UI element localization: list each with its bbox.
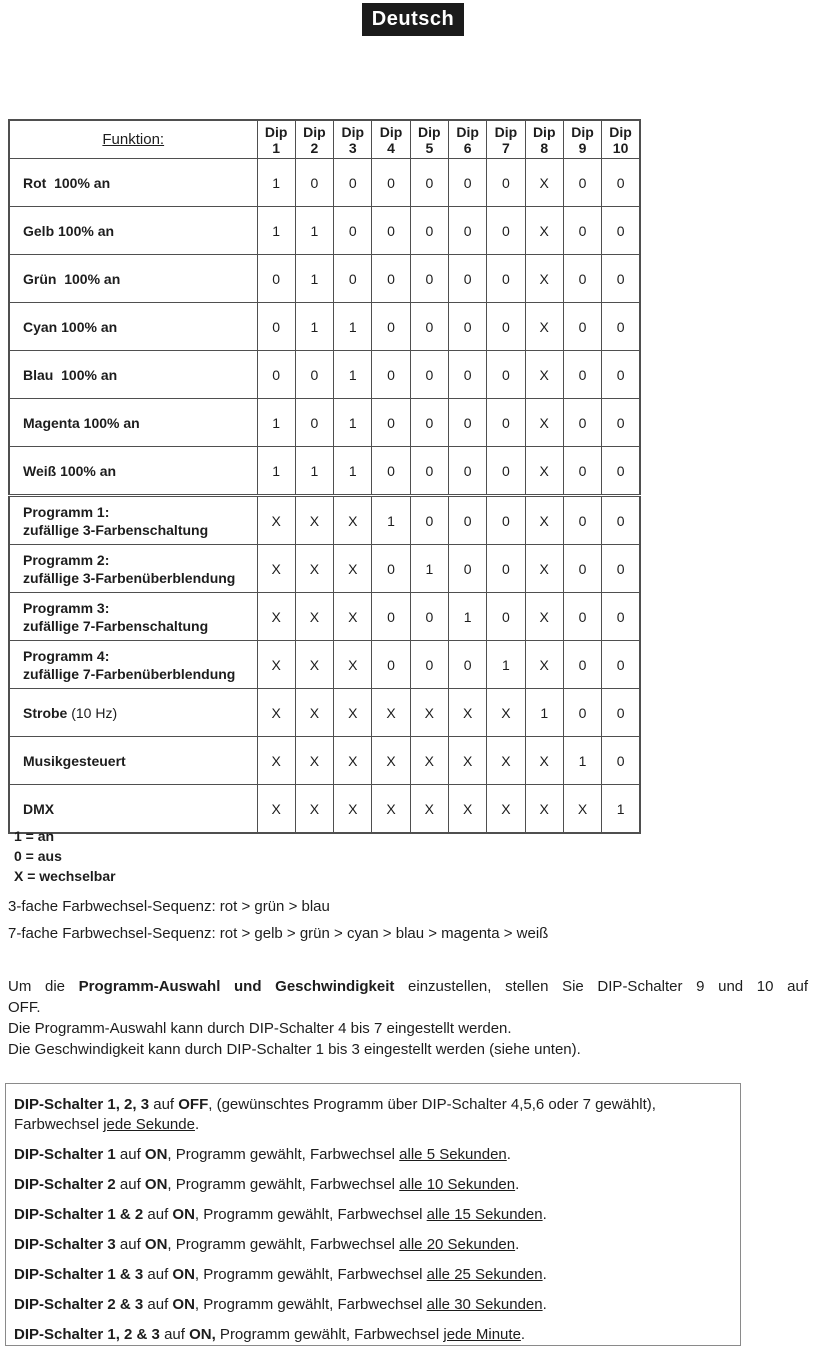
dip-value-cell: X <box>525 255 563 303</box>
dip-value-cell: 0 <box>602 545 640 593</box>
dip-value-cell: 0 <box>295 351 333 399</box>
dip-header-number: 2 <box>310 139 319 156</box>
dip-value-cell: 0 <box>410 303 448 351</box>
table-row <box>9 303 640 351</box>
rule-text: . <box>515 1236 520 1253</box>
dip-value-cell: X <box>525 159 563 207</box>
dip-value-cell: 0 <box>563 255 601 303</box>
rule-text: auf <box>143 1206 173 1223</box>
function-label-text: Programm 3: <box>23 599 110 616</box>
dip-header-number: 5 <box>425 139 434 156</box>
rule-text: auf <box>143 1296 173 1313</box>
dip-value-cell: 1 <box>334 399 372 447</box>
dip-value-cell: 0 <box>372 399 410 447</box>
rule-text: . <box>542 1206 547 1223</box>
dip-value-cell: 0 <box>334 159 372 207</box>
dip-value-cell: 0 <box>372 447 410 496</box>
rule-text: . <box>520 1326 526 1343</box>
dip-value-cell: X <box>334 593 372 641</box>
on-off-bold: ON, <box>189 1326 216 1343</box>
table-row <box>9 351 640 399</box>
dip-value-cell: 0 <box>372 255 410 303</box>
rule-text: auf <box>115 1176 145 1193</box>
dip-value-cell: 0 <box>448 399 486 447</box>
dip-column-header <box>295 120 333 159</box>
speed-settings-box <box>5 1083 741 1346</box>
function-label <box>9 641 257 689</box>
dip-value-cell: X <box>295 689 333 737</box>
dip-value-cell: X <box>334 689 372 737</box>
dip-value-cell: 0 <box>487 496 525 545</box>
function-label-text: Blau 100% an <box>23 366 118 383</box>
function-label <box>9 159 257 207</box>
rule-text: auf <box>149 1096 179 1113</box>
dip-value-cell: X <box>334 496 372 545</box>
sequence-line: 3-fache Farbwechsel-Sequenz: rot > grün > blau <box>8 898 330 915</box>
dip-value-cell: 1 <box>295 447 333 496</box>
dip-value-cell: 0 <box>487 351 525 399</box>
function-label <box>9 351 257 399</box>
table-row <box>9 545 640 593</box>
dip-value-cell: X <box>295 545 333 593</box>
paragraph-bold-text: Programm-Auswahl und Geschwindigkeit <box>78 978 395 995</box>
dip-value-cell: 0 <box>487 545 525 593</box>
dip-value-cell: 1 <box>334 351 372 399</box>
dip-column-header <box>334 120 372 159</box>
dip-value-cell: 0 <box>487 159 525 207</box>
dip-value-cell: X <box>257 689 295 737</box>
dip-value-cell: 0 <box>257 255 295 303</box>
paragraph-line-1 <box>8 976 808 997</box>
interval-underlined: jede Sekunde <box>103 1116 195 1133</box>
dip-value-cell: 0 <box>410 593 448 641</box>
on-off-bold: OFF <box>178 1096 209 1113</box>
table-row <box>9 641 640 689</box>
table-row <box>9 159 640 207</box>
dip-value-cell: 1 <box>295 303 333 351</box>
rule-text: . <box>515 1176 520 1193</box>
dip-value-cell: 0 <box>563 496 601 545</box>
dip-value-cell: X <box>295 593 333 641</box>
function-label <box>9 496 257 545</box>
dip-value-cell: 0 <box>410 255 448 303</box>
on-off-bold: ON <box>144 1236 168 1253</box>
function-label <box>9 207 257 255</box>
dip-value-cell: X <box>525 207 563 255</box>
dip-value-cell: 1 <box>257 159 295 207</box>
interval-underlined: alle 5 Sekunden <box>399 1146 507 1163</box>
dip-value-cell: 1 <box>257 447 295 496</box>
rule-text: . <box>542 1266 547 1283</box>
dip-value-cell: X <box>448 737 486 785</box>
dip-value-cell: X <box>487 737 525 785</box>
rule-text: , Programm gewählt, Farbwechsel <box>194 1206 427 1223</box>
dip-value-cell: X <box>295 785 333 834</box>
dip-value-cell: 0 <box>410 641 448 689</box>
speed-rule <box>14 1175 732 1195</box>
table-row <box>9 496 640 545</box>
dip-header-number: 7 <box>502 139 510 156</box>
dip-value-cell: X <box>525 593 563 641</box>
dip-value-cell: 0 <box>563 303 601 351</box>
on-off-bold: ON <box>144 1176 168 1193</box>
dip-value-cell: X <box>295 737 333 785</box>
table-row <box>9 689 640 737</box>
dip-value-cell: X <box>525 447 563 496</box>
dip-value-cell: X <box>295 641 333 689</box>
dip-switch-bold: DIP-Schalter 2 <box>14 1176 116 1193</box>
dip-value-cell: 0 <box>602 351 640 399</box>
dip-value-cell: 0 <box>448 545 486 593</box>
dip-value-cell: X <box>372 737 410 785</box>
dip-value-cell: X <box>525 785 563 834</box>
table-header-row <box>9 120 640 159</box>
speed-rule <box>14 1325 732 1345</box>
dip-value-cell: 0 <box>563 159 601 207</box>
dip-value-cell: X <box>410 689 448 737</box>
dip-header-number: 4 <box>387 139 395 156</box>
dip-value-cell: X <box>487 689 525 737</box>
dip-value-cell: X <box>525 399 563 447</box>
dip-header-word: Dip <box>303 123 326 140</box>
dip-value-cell: 0 <box>410 207 448 255</box>
function-label-text-line2: zufällige 3-Farbenüberblendung <box>23 569 236 586</box>
dip-column-header <box>525 120 563 159</box>
dip-value-cell: 0 <box>372 641 410 689</box>
legend-item: X = wechselbar <box>14 868 116 884</box>
function-label-text: Programm 2: <box>23 551 110 568</box>
dip-value-cell: X <box>372 689 410 737</box>
dip-switch-bold: DIP-Schalter 1 & 3 <box>14 1266 144 1283</box>
on-off-bold: ON <box>172 1206 195 1223</box>
rule-text: auf <box>159 1326 190 1343</box>
function-label <box>9 545 257 593</box>
funktion-header: Funktion: <box>9 120 257 159</box>
function-label <box>9 303 257 351</box>
rule-text: , Programm gewählt, Farbwechsel <box>167 1236 400 1253</box>
dip-value-cell: 1 <box>257 399 295 447</box>
dip-value-cell: 0 <box>410 399 448 447</box>
dip-value-cell: 0 <box>487 399 525 447</box>
dip-value-cell: X <box>257 737 295 785</box>
dip-value-cell: 0 <box>295 399 333 447</box>
dip-value-cell: 0 <box>372 207 410 255</box>
paragraph-text: einzustellen, stellen Sie DIP-Schalter 9 und 10 auf <box>394 978 808 995</box>
on-off-bold: ON <box>172 1266 195 1283</box>
dip-value-cell: 0 <box>448 496 486 545</box>
dip-header-word: Dip <box>379 123 403 140</box>
dip-value-cell: 0 <box>602 496 640 545</box>
dip-value-cell: 1 <box>295 255 333 303</box>
dip-value-cell: 0 <box>448 303 486 351</box>
dip-value-cell: 0 <box>334 207 372 255</box>
rule-text: Farbwechsel <box>14 1116 104 1133</box>
dip-value-cell: X <box>295 496 333 545</box>
dip-header-word: Dip <box>418 123 441 140</box>
dip-value-cell: 0 <box>602 641 640 689</box>
dip-value-cell: 0 <box>563 447 601 496</box>
dip-value-cell: 1 <box>487 641 525 689</box>
dip-value-cell: 0 <box>487 593 525 641</box>
dip-column-header <box>410 120 448 159</box>
dip-value-cell: X <box>334 641 372 689</box>
dip-value-cell: 0 <box>487 207 525 255</box>
dip-value-cell: X <box>334 785 372 834</box>
dip-value-cell: 0 <box>372 159 410 207</box>
dip-header-word: Dip <box>609 123 632 140</box>
dip-value-cell: 0 <box>563 207 601 255</box>
dip-value-cell: 0 <box>410 351 448 399</box>
program-speed-paragraph <box>8 976 808 1060</box>
dip-column-header <box>563 120 601 159</box>
dip-value-cell: 0 <box>410 496 448 545</box>
table-row <box>9 255 640 303</box>
function-label-text: Cyan 100% an <box>23 318 118 335</box>
table-row <box>9 447 640 496</box>
dip-value-cell: X <box>410 737 448 785</box>
function-label <box>9 737 257 785</box>
dip-value-cell: X <box>525 496 563 545</box>
dip-value-cell: 1 <box>372 496 410 545</box>
dip-value-cell: 0 <box>448 351 486 399</box>
dip-value-cell: 1 <box>563 737 601 785</box>
dip-value-cell: 0 <box>257 351 295 399</box>
interval-underlined: jede Minute <box>443 1326 521 1343</box>
dip-value-cell: X <box>525 351 563 399</box>
dip-table-body <box>9 159 640 834</box>
rule-text: , Programm gewählt, Farbwechsel <box>194 1266 427 1283</box>
function-label <box>9 399 257 447</box>
dip-value-cell: 0 <box>602 207 640 255</box>
dip-value-cell: 0 <box>410 159 448 207</box>
dip-value-cell: 1 <box>334 447 372 496</box>
interval-underlined: alle 30 Sekunden <box>426 1296 543 1313</box>
legend-item: 0 = aus <box>14 848 62 864</box>
function-label-text: Weiß 100% an <box>23 462 117 479</box>
dip-value-cell: 0 <box>448 641 486 689</box>
dip-switch-bold: DIP-Schalter 1, 2, 3 <box>14 1096 150 1113</box>
speed-rule <box>14 1205 732 1225</box>
dip-header-word: Dip <box>532 123 556 140</box>
dip-value-cell: 1 <box>602 785 640 834</box>
dip-value-cell: 0 <box>410 447 448 496</box>
dip-value-cell: 0 <box>372 593 410 641</box>
legend-item: 1 = an <box>14 828 55 844</box>
dip-value-cell: 0 <box>602 303 640 351</box>
dip-value-cell: 0 <box>372 303 410 351</box>
dip-value-cell: X <box>257 545 295 593</box>
dip-header-word: Dip <box>571 123 594 140</box>
dip-value-cell: 0 <box>602 255 640 303</box>
dip-value-cell: 0 <box>602 447 640 496</box>
interval-underlined: alle 20 Sekunden <box>399 1236 516 1253</box>
rule-text: auf <box>115 1236 145 1253</box>
paragraph-line-1b: OFF. <box>8 999 41 1016</box>
dip-header-word: Dip <box>264 123 288 140</box>
rule-text: auf <box>143 1266 173 1283</box>
dip-header-word: Dip <box>456 123 479 140</box>
dip-column-header <box>448 120 486 159</box>
function-label-text: Grün 100% an <box>23 270 121 287</box>
dip-value-cell: 0 <box>602 737 640 785</box>
dip-header-number: 9 <box>578 139 587 156</box>
dip-value-cell: 1 <box>257 207 295 255</box>
rule-text: auf <box>115 1146 145 1163</box>
function-label-text-line2: zufällige 3-Farbenschaltung <box>23 521 209 538</box>
dip-value-cell: 0 <box>563 689 601 737</box>
interval-underlined: alle 10 Sekunden <box>399 1176 516 1193</box>
dip-value-cell: 0 <box>448 207 486 255</box>
speed-rule <box>14 1295 732 1315</box>
dip-value-cell: 1 <box>295 207 333 255</box>
dip-column-header <box>487 120 525 159</box>
dip-value-cell: X <box>525 545 563 593</box>
dip-header-number: 1 <box>272 139 281 156</box>
dip-header-number: 6 <box>463 139 472 156</box>
function-label <box>9 593 257 641</box>
dip-value-cell: 0 <box>563 641 601 689</box>
interval-underlined: alle 15 Sekunden <box>426 1206 543 1223</box>
legend <box>14 826 116 886</box>
dip-value-cell: 1 <box>525 689 563 737</box>
on-off-bold: ON <box>144 1146 168 1163</box>
dip-value-cell: 0 <box>334 255 372 303</box>
dip-value-cell: X <box>448 689 486 737</box>
function-label <box>9 255 257 303</box>
rule-text: , (gewünschtes Programm über DIP-Schalter 4,5,6 oder 7 gewählt), <box>208 1096 656 1113</box>
function-label-text: Strobe <box>23 704 68 721</box>
dip-value-cell: X <box>525 303 563 351</box>
dip-value-cell: 0 <box>602 159 640 207</box>
speed-rule <box>14 1095 732 1135</box>
function-label-text-line2: zufällige 7-Farbenschaltung <box>23 617 209 634</box>
dip-value-cell: X <box>257 593 295 641</box>
dip-value-cell: X <box>525 641 563 689</box>
dip-value-cell: 0 <box>372 351 410 399</box>
dip-header-word: Dip <box>341 123 365 140</box>
dip-value-cell: X <box>410 785 448 834</box>
dip-value-cell: X <box>257 785 295 834</box>
table-row <box>9 207 640 255</box>
dip-switch-bold: DIP-Schalter 1 <box>14 1146 116 1163</box>
function-label-text: Rot 100% an <box>23 174 111 191</box>
dip-column-header <box>372 120 410 159</box>
dip-value-cell: 0 <box>563 593 601 641</box>
dip-value-cell: 0 <box>487 447 525 496</box>
speed-rule <box>14 1265 732 1285</box>
dip-switch-bold: DIP-Schalter 1, 2 & 3 <box>14 1326 160 1343</box>
paragraph-text: Um die <box>8 978 79 995</box>
dip-value-cell: 0 <box>487 303 525 351</box>
rule-text: . <box>194 1116 200 1133</box>
dip-column-header <box>257 120 295 159</box>
dip-value-cell: 0 <box>602 689 640 737</box>
dip-value-cell: 0 <box>448 255 486 303</box>
dip-value-cell: 0 <box>563 399 601 447</box>
dip-value-cell: X <box>334 545 372 593</box>
rule-text: , Programm gewählt, Farbwechsel <box>167 1146 400 1163</box>
dip-value-cell: 0 <box>257 303 295 351</box>
speed-rule <box>14 1235 732 1255</box>
dip-value-cell: 0 <box>563 545 601 593</box>
dip-header-number: 3 <box>348 139 357 156</box>
function-label <box>9 689 257 737</box>
dip-column-header <box>602 120 640 159</box>
dip-header-number: 8 <box>540 139 549 156</box>
dip-switch-bold: DIP-Schalter 3 <box>14 1236 116 1253</box>
dip-value-cell: X <box>334 737 372 785</box>
function-label <box>9 447 257 496</box>
function-label-text: DMX <box>23 800 55 817</box>
sequence-line: 7-fache Farbwechsel-Sequenz: rot > gelb > grün > cyan > blau > magenta > weiß <box>8 925 549 942</box>
language-badge <box>362 3 464 36</box>
rule-text: , Programm gewählt, Farbwechsel <box>194 1296 427 1313</box>
paragraph-line-3: Die Geschwindigkeit kann durch DIP-Schalter 1 bis 3 eingestellt werden (siehe unten). <box>8 1041 581 1058</box>
dip-value-cell: 0 <box>295 159 333 207</box>
dip-value-cell: 0 <box>563 351 601 399</box>
function-label-text: Magenta 100% an <box>23 414 140 431</box>
color-sequences <box>8 898 548 952</box>
paragraph-line-2: Die Programm-Auswahl kann durch DIP-Schalter 4 bis 7 eingestellt werden. <box>8 1020 512 1037</box>
dip-value-cell: 0 <box>448 159 486 207</box>
dip-switch-table <box>8 119 641 834</box>
dip-value-cell: 0 <box>602 593 640 641</box>
table-row <box>9 399 640 447</box>
dip-value-cell: X <box>372 785 410 834</box>
function-label-text: Gelb 100% an <box>23 222 115 239</box>
function-label-text: Programm 1: <box>23 503 110 520</box>
dip-header-word: Dip <box>494 123 518 140</box>
dip-value-cell: X <box>487 785 525 834</box>
dip-header-number: 10 <box>612 139 629 156</box>
dip-value-cell: 0 <box>448 447 486 496</box>
dip-value-cell: 0 <box>487 255 525 303</box>
dip-value-cell: X <box>563 785 601 834</box>
dip-value-cell: 1 <box>448 593 486 641</box>
table-row <box>9 593 640 641</box>
rule-text: . <box>506 1146 511 1163</box>
table-row <box>9 737 640 785</box>
rule-text: Programm gewählt, Farbwechsel <box>215 1326 444 1343</box>
function-label-text: Musikgesteuert <box>23 752 126 769</box>
function-label-text: Programm 4: <box>23 647 110 664</box>
dip-value-cell: 0 <box>372 545 410 593</box>
interval-underlined: alle 25 Sekunden <box>426 1266 543 1283</box>
dip-value-cell: X <box>257 641 295 689</box>
dip-switch-bold: DIP-Schalter 2 & 3 <box>14 1296 144 1313</box>
rule-text: , Programm gewählt, Farbwechsel <box>167 1176 400 1193</box>
language-badge-label: Deutsch <box>371 8 455 30</box>
function-label-text-line2: zufällige 7-Farbenüberblendung <box>23 665 236 682</box>
dip-value-cell: 1 <box>334 303 372 351</box>
dip-value-cell: 0 <box>602 399 640 447</box>
function-label-suffix: (10 Hz) <box>67 704 118 721</box>
speed-rule <box>14 1145 732 1165</box>
dip-value-cell: X <box>525 737 563 785</box>
dip-switch-bold: DIP-Schalter 1 & 2 <box>14 1206 144 1223</box>
on-off-bold: ON <box>172 1296 195 1313</box>
dip-value-cell: X <box>257 496 295 545</box>
dip-value-cell: X <box>448 785 486 834</box>
rule-text: . <box>542 1296 547 1313</box>
dip-value-cell: 1 <box>410 545 448 593</box>
